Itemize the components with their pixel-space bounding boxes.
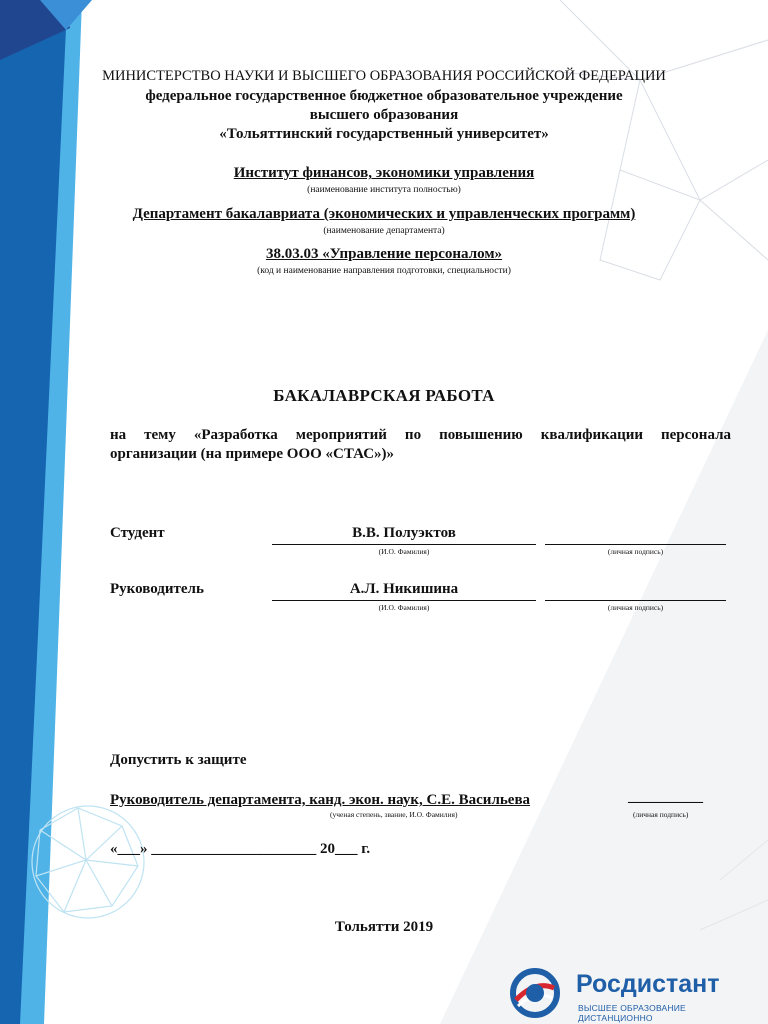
- rosdistant-logo-icon: [508, 968, 562, 1018]
- department-name: Департамент бакалавриата (экономических и управленческих программ): [132, 206, 636, 222]
- admission-title: Допустить к защите: [110, 752, 247, 768]
- student-name-line: [272, 544, 536, 545]
- program-name: 38.03.03 «Управление персоналом»: [265, 246, 503, 262]
- topic-line-1: на тему «Разработка мероприятий по повышению квалификации персонала: [110, 427, 731, 443]
- student-signature-caption: (личная подпись): [607, 547, 664, 556]
- defense-date-line: «___» ______________________ 20___ г.: [110, 841, 371, 857]
- supervisor-name: А.Л. Никишина: [349, 581, 459, 597]
- department-head-caption: (ученая степень, звание, И.О. Фамилия): [330, 810, 458, 819]
- department-head: Руководитель департамента, канд. экон. наук, С.Е. Васильева: [110, 792, 531, 808]
- topic-line-2: организации (на примере ООО «СТАС»)»: [110, 446, 395, 462]
- logo-name: Росдистант: [576, 970, 720, 998]
- university-name: «Тольяттинский государственный университет»: [219, 126, 549, 142]
- student-name: В.В. Полуэктов: [352, 525, 456, 541]
- supervisor-name-caption: (И.О. Фамилия): [378, 603, 430, 612]
- supervisor-label: Руководитель: [110, 581, 204, 597]
- supervisor-signature-line: [545, 600, 726, 601]
- student-name-caption: (И.О. Фамилия): [378, 547, 430, 556]
- work-title: БАКАЛАВРСКАЯ РАБОТА: [273, 386, 495, 405]
- supervisor-name-line: [272, 600, 536, 601]
- institution-line-1: федеральное государственное бюджетное образовательное учреждение: [145, 88, 623, 104]
- ministry-name: МИНИСТЕРСТВО НАУКИ И ВЫСШЕГО ОБРАЗОВАНИЯ РОССИЙСКОЙ ФЕДЕРАЦИИ: [102, 68, 666, 84]
- city-year: Тольятти 2019: [334, 919, 434, 935]
- department-caption: (наименование департамента): [323, 226, 445, 236]
- logo-tagline: ВЫСШЕЕ ОБРАЗОВАНИЕ ДИСТАНЦИОННО: [578, 1003, 686, 1023]
- rosdistant-logo: [504, 966, 744, 1023]
- institute-caption: (наименование института полностью): [307, 185, 461, 195]
- student-label: Студент: [110, 525, 165, 541]
- institution-line-2: высшего образования: [309, 107, 459, 123]
- program-caption: (код и наименование направления подготовки, специальности): [257, 266, 511, 276]
- head-signature-blank: __________: [628, 789, 703, 805]
- student-signature-line: [545, 544, 726, 545]
- supervisor-signature-caption: (личная подпись): [607, 603, 664, 612]
- institute-name: Институт финансов, экономики управления: [233, 165, 535, 181]
- head-signature-caption: (личная подпись): [633, 810, 689, 819]
